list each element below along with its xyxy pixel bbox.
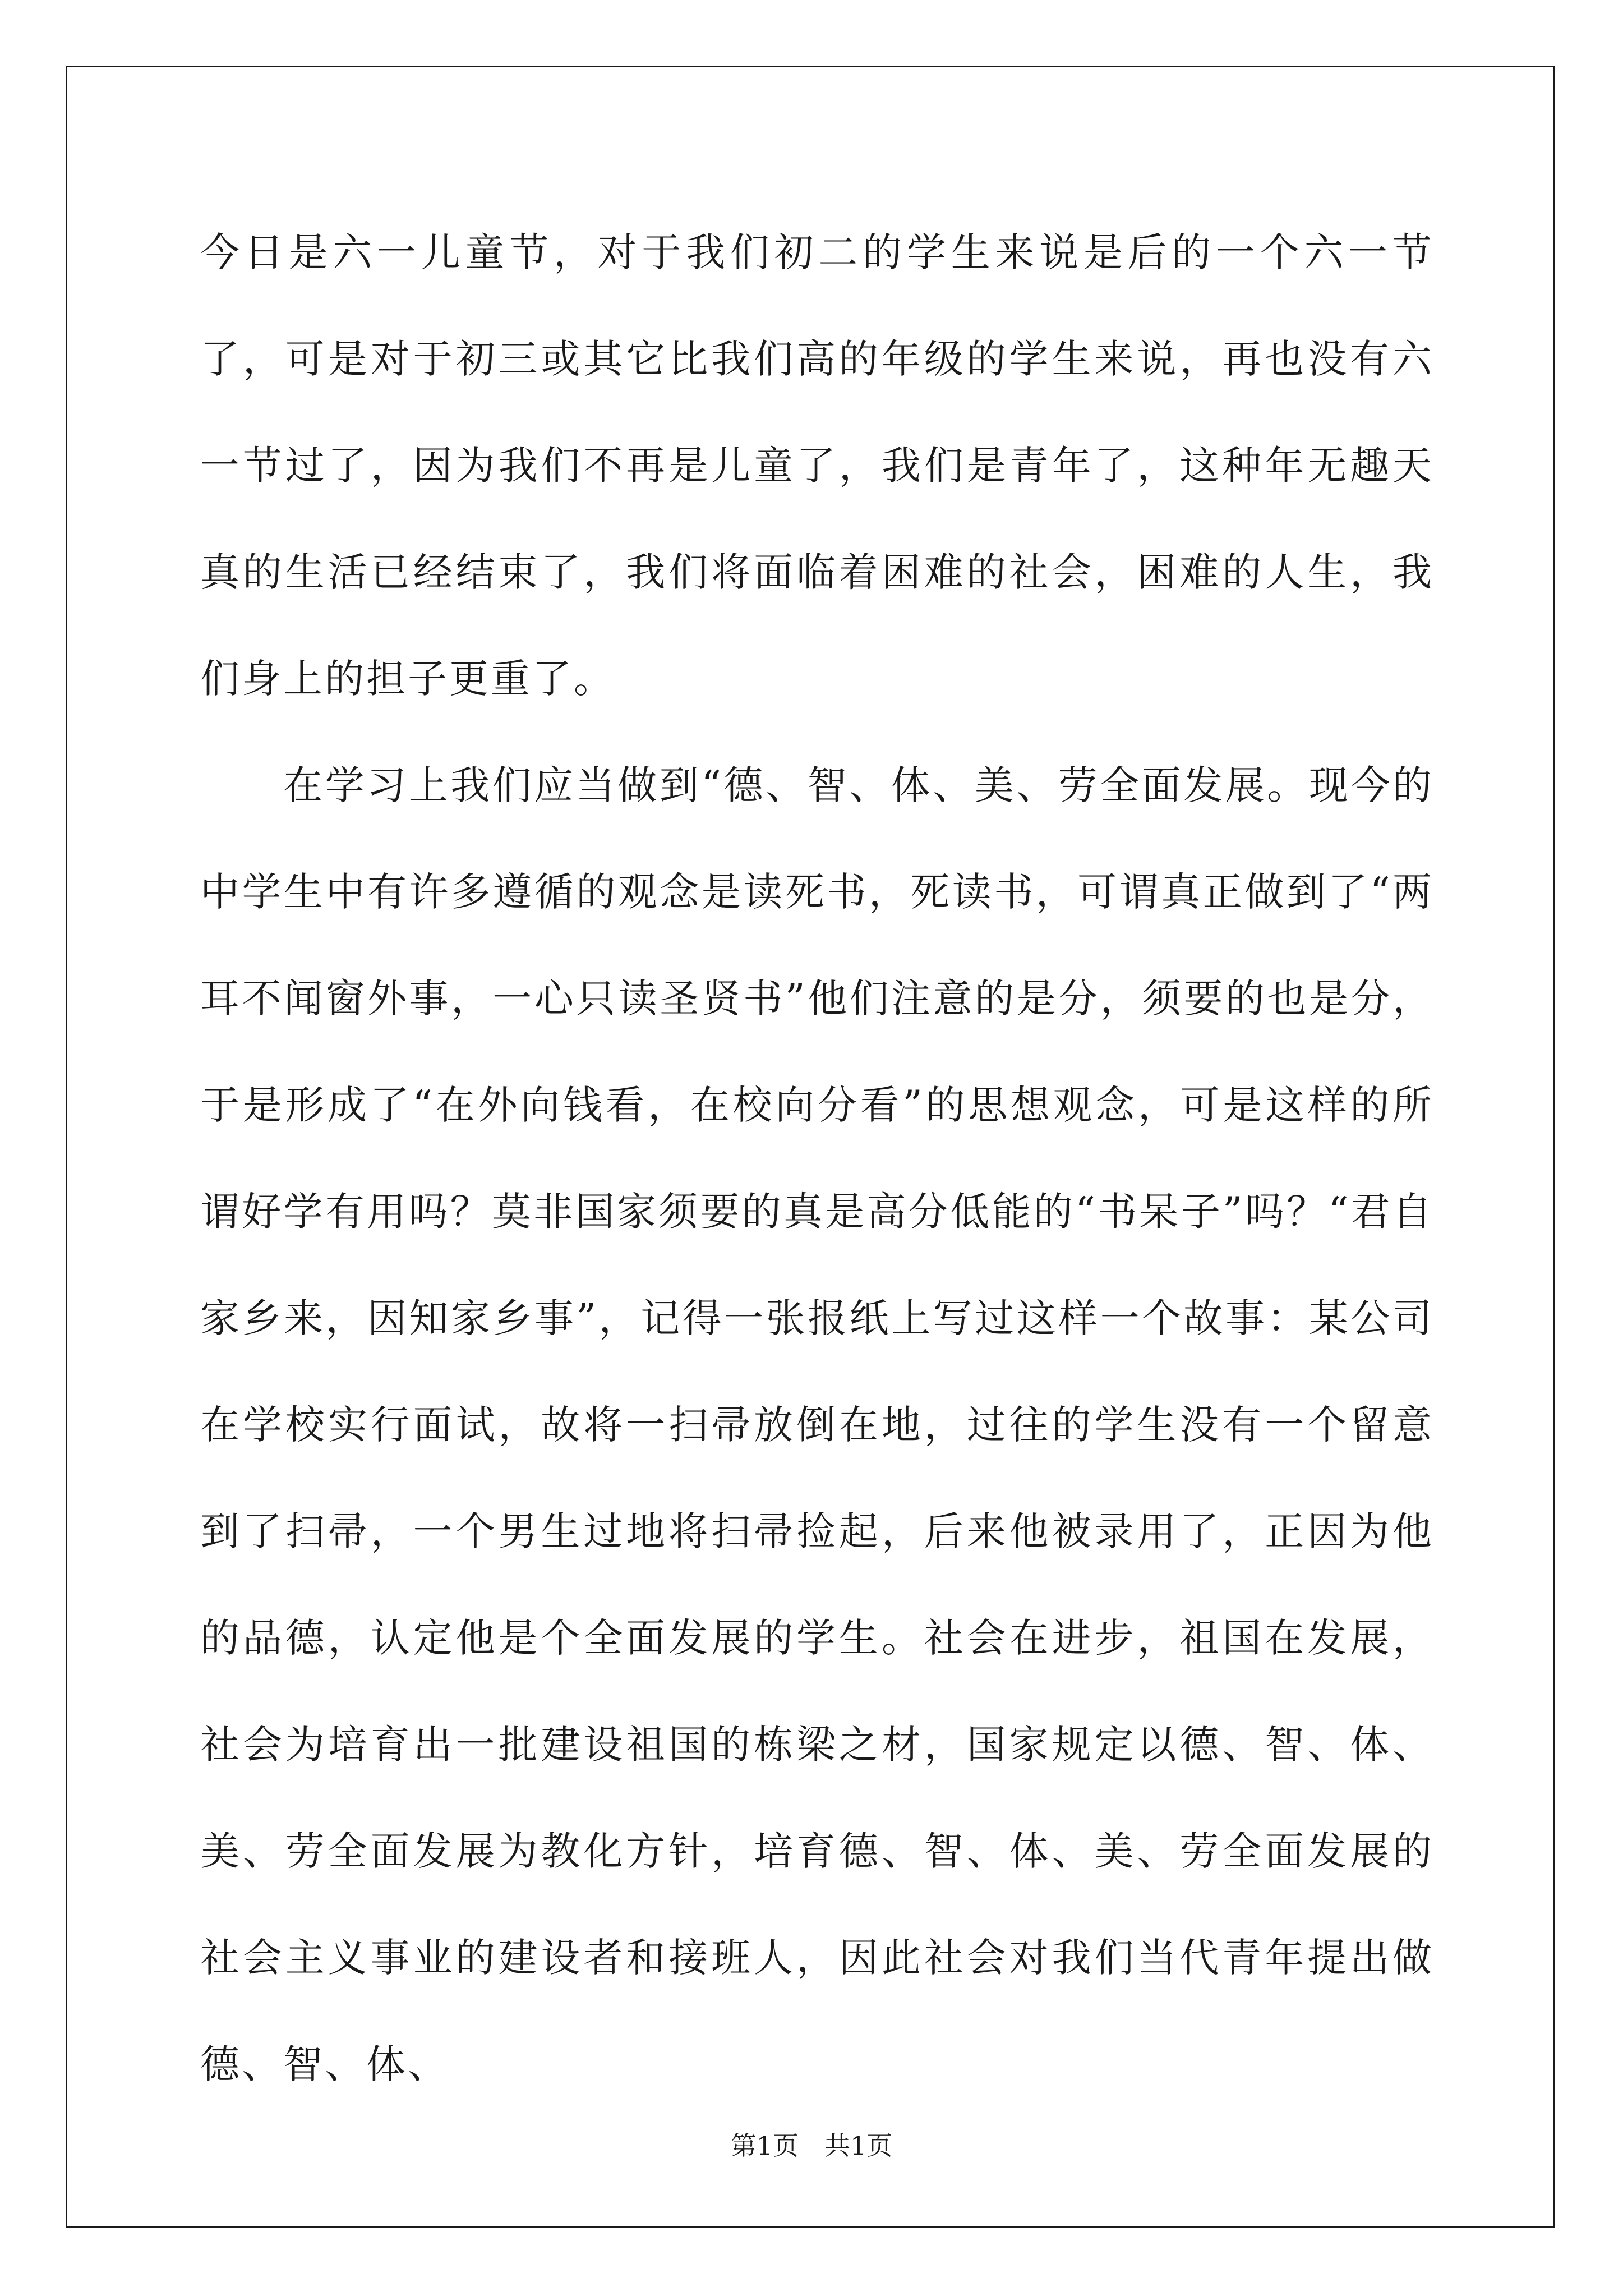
document-body [200, 199, 1434, 2118]
page-total: 共1页 [824, 2131, 893, 2161]
page-footer [0, 2129, 1623, 2162]
paragraph-1: 今日是六一儿童节，对于我们初二的学生来说是后的一个六一节了，可是对于初三或其它比我们高的年级的学生来说，再也没有六一节过了，因为我们不再是儿童了，我们是青年了，这种年无趣天真的生活已经结束了，我们将面临着困难的社会，困难的人生，我们身上的担子更重了。 [200, 229, 1434, 702]
paragraph-2: 在学习上我们应当做到“德、智、体、美、劳全面发展。现今的中学生中有许多遵循的观念是读死书，死读书，可谓真正做到了“两耳不闻窗外事，一心只读圣贤书”他们注意的是分，须要的也是分，于是形成了“在外向钱看，在校向分看”的思想观念，可是这样的所谓好学有用吗？莫非国家须要的真是高分低能的“书呆子”吗？“君自家乡来，因知家乡事”，记得一张报纸上写过这样一个故事：某公司在学校实行面试，故将一扫帚放倒在地，过往的学生没有一个留意到了扫帚，一个男生过地将扫帚捡起，后来他被录用了，正因为他的品德，认定他是个全面发展的学生。社会在进步，祖国在发展，社会为培育出一批建设祖国的栋梁之材，国家规定以德、智、体、美、劳全面发展为教化方针，培育德、智、体、美、劳全面发展的社会主义事业的建设者和接班人，因此社会对我们当代青年提出做德、智、体、 [200, 762, 1434, 2087]
page-number: 第1页 [730, 2131, 799, 2161]
